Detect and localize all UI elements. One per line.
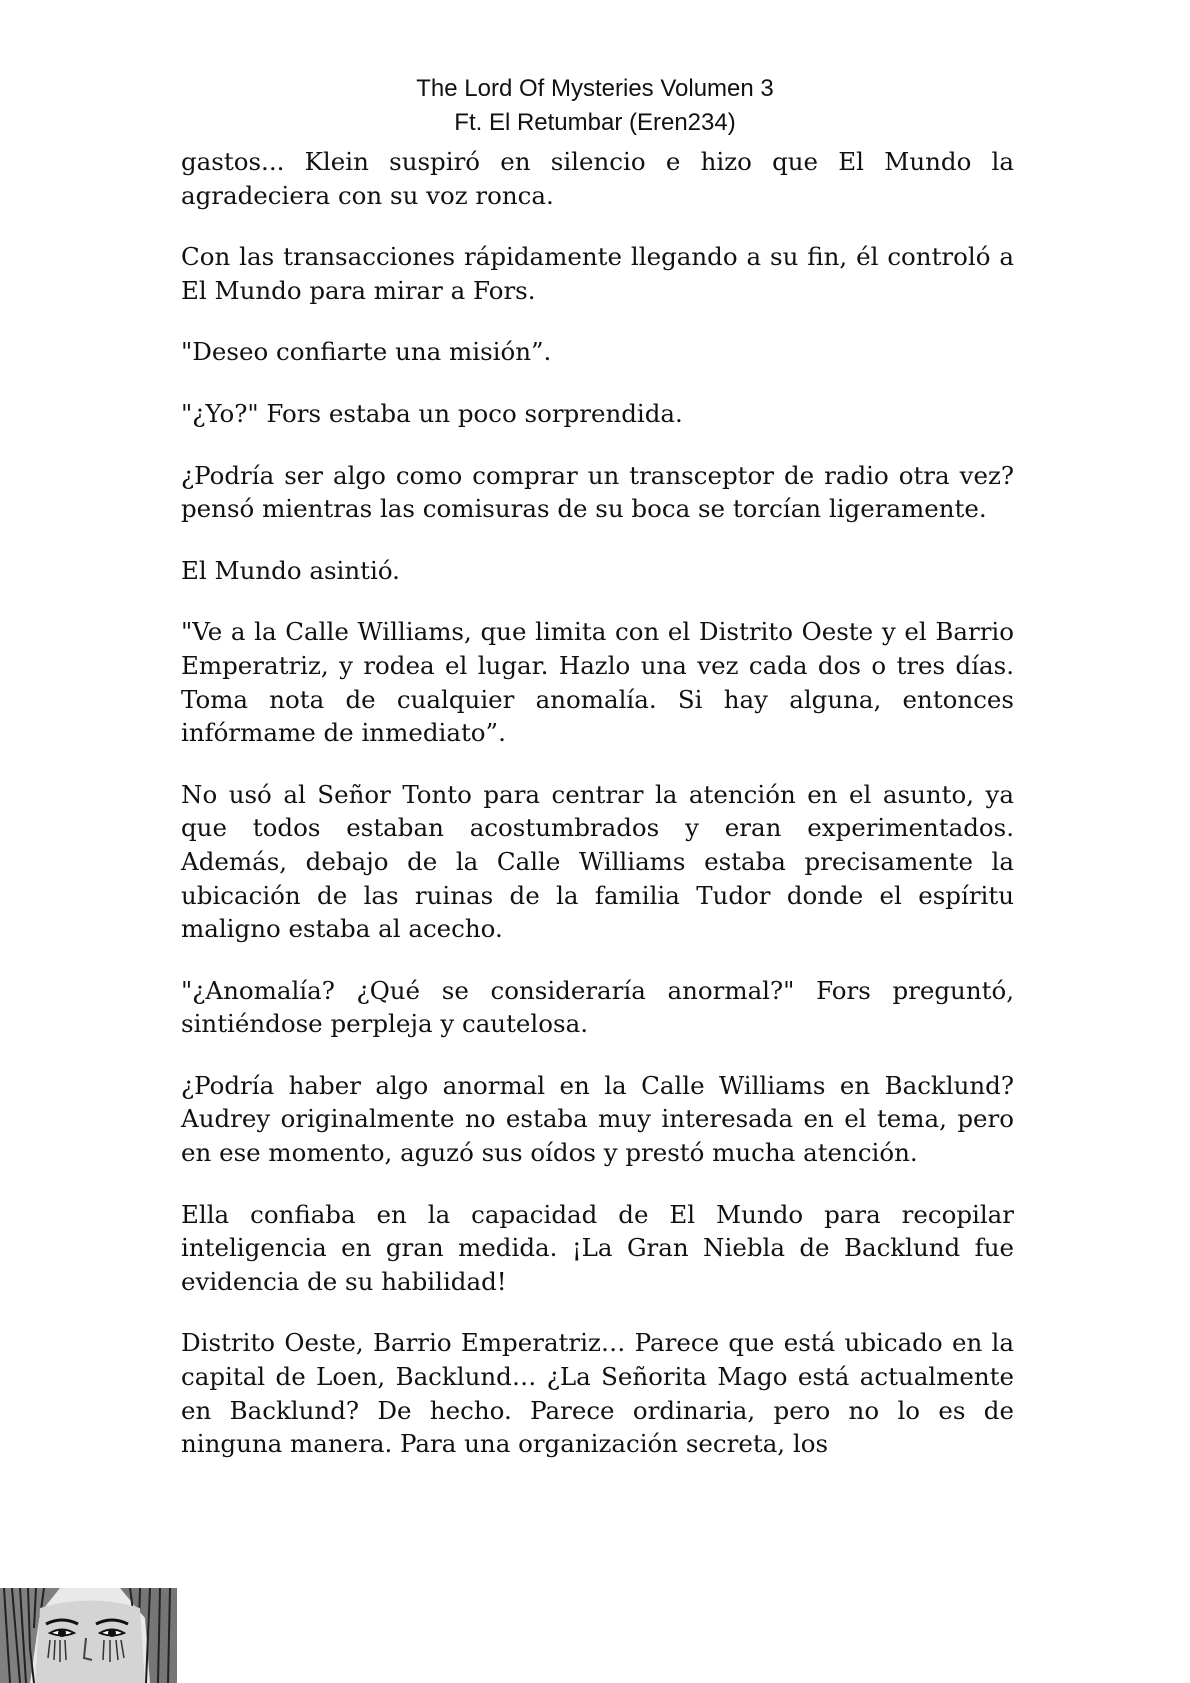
paragraph: "¿Yo?" Fors estaba un poco sorprendida. bbox=[181, 398, 683, 428]
paragraph: "¿Anomalía? ¿Qué se consideraría anormal?" Fors preguntó, sintiéndose perpleja y cautelosa. bbox=[181, 975, 1014, 1039]
paragraph: El Mundo asintió. bbox=[181, 555, 400, 585]
paragraph: No usó al Señor Tonto para centrar la atención en el asunto, ya que todos estaban acostumbrados y eran experimentados. Además, debajo de la Calle Williams estaba precisamente la ubicación de las ruinas de la familia Tudor donde el espíritu maligno estaba al acecho. bbox=[181, 779, 1014, 944]
portrait-illustration-icon bbox=[0, 1588, 177, 1683]
paragraph: Ella confiaba en la capacidad de El Mundo para recopilar inteligencia en gran medida. ¡La Gran Niebla de Backlund fue evidencia de su habilidad! bbox=[181, 1199, 1014, 1296]
page-header bbox=[0, 72, 1190, 140]
paragraph: "Ve a la Calle Williams, que limita con el Distrito Oeste y el Barrio Emperatriz, y rodea el lugar. Hazlo una vez cada dos o tres días. Toma nota de cualquier anomalía. Si hay alguna, entonces infórmame de inmediato”. bbox=[181, 617, 1014, 748]
paragraph: gastos... Klein suspiró en silencio e hizo que El Mundo la agradeciera con su voz ronca. bbox=[181, 147, 1014, 210]
header-title: The Lord Of Mysteries Volumen 3 bbox=[416, 75, 774, 102]
header-subtitle: Ft. El Retumbar (Eren234) bbox=[454, 109, 736, 136]
paragraph: ¿Podría ser algo como comprar un transceptor de radio otra vez? pensó mientras las comisuras de su boca se torcían ligeramente. bbox=[181, 460, 1014, 524]
page-body bbox=[181, 145, 1014, 1461]
paragraph: ¿Podría haber algo anormal en la Calle Williams en Backlund? Audrey originalmente no estaba muy interesada en el tema, pero en ese momento, aguzó sus oídos y prestó mucha atención. bbox=[181, 1070, 1014, 1168]
paragraph: Distrito Oeste, Barrio Emperatriz… Parece que está ubicado en la capital de Loen, Backlund… ¿La Señorita Mago está actualmente en Backlund? De hecho. Parece ordinaria, pero no lo es de ninguna manera. Para una organización secreta, los bbox=[181, 1328, 1014, 1459]
paragraph: Con las transacciones rápidamente llegando a su fin, él controló a El Mundo para mirar a Fors. bbox=[181, 242, 1014, 305]
paragraph: "Deseo confiarte una misión”. bbox=[181, 337, 552, 367]
